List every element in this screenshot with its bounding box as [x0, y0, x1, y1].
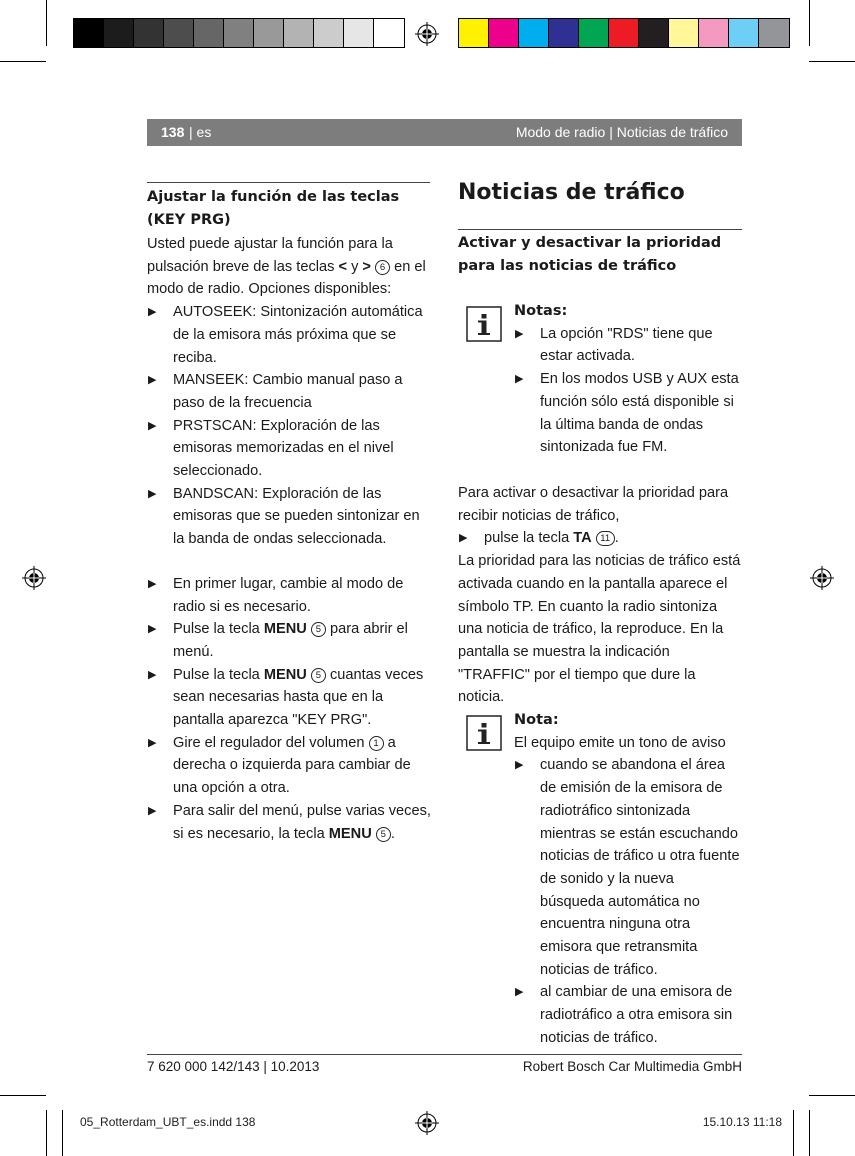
note-label: Nota:	[514, 712, 559, 728]
step-text: .	[390, 825, 395, 842]
option-text: AUTOSEEK: Sintonización automática de la emisora más próxima que se reciba.	[173, 304, 423, 366]
step-item	[147, 800, 433, 845]
intro-line: pulsación breve de las teclas	[147, 258, 335, 275]
gray-color-bar	[73, 18, 405, 48]
color-swatch	[224, 19, 254, 47]
section-title: Modo de radio | Noticias de tráfico	[515, 124, 728, 140]
page-header	[147, 119, 742, 146]
section-heading: Ajustar la función de las teclas (KEY PRG)	[147, 189, 400, 228]
steps-list	[147, 573, 433, 845]
step-text: cuantas veces sean necesarias hasta que en la pantalla aparezca "KEY PRG".	[173, 666, 424, 729]
paragraph: Para activar o desactivar la prioridad para recibir noticias de tráfico,	[458, 485, 729, 524]
file-slug: 05_Rotterdam_UBT_es.indd 138	[80, 1115, 256, 1129]
print-date: 15.10.13 11:18	[702, 1115, 782, 1129]
menu-key: MENU	[328, 825, 372, 842]
triangle-right-icon: ▶	[148, 487, 157, 500]
callout-number: 5	[311, 668, 326, 683]
triangle-right-icon: ▶	[148, 306, 157, 319]
intro-line: Usted puede ajustar la función para la	[147, 236, 393, 252]
left-key-icon: <	[338, 258, 347, 275]
step-text: Pulse la tecla	[173, 666, 260, 683]
note-content	[514, 300, 742, 459]
list-item	[147, 369, 433, 414]
registration-mark-icon	[415, 22, 439, 46]
registration-mark-icon	[415, 1111, 439, 1135]
color-swatch	[669, 19, 699, 47]
option-text: BANDSCAN: Exploración de las emisoras que se pueden sintonizar en la banda de ondas seleccionada.	[173, 485, 420, 548]
color-swatch	[609, 19, 639, 47]
intro-line: modo de radio. Opciones disponibles:	[147, 281, 392, 298]
color-swatch	[489, 19, 519, 47]
note-box	[466, 709, 742, 1050]
option-text: PRSTSCAN: Exploración de las emisoras memorizadas en el nivel seleccionado.	[173, 417, 394, 480]
step-text: Gire el regulador del volumen	[173, 734, 365, 751]
divider	[147, 182, 430, 183]
note-text: cuando se abandona el área de emisión de la emisora de radiotráfico sintonizada mientras se están escuchando noticias de tráfico u otra fuente de sonido y la nueva búsqueda automática no encuentra ninguna otra emisora que retransmita noticias de tráfico.	[540, 757, 740, 978]
crop-mark	[809, 0, 810, 46]
note-label: Notas:	[514, 303, 568, 319]
triangle-right-icon: ▶	[515, 327, 524, 340]
crop-mark	[793, 1110, 794, 1156]
chapter-title-block	[458, 180, 742, 205]
note-text: La opción "RDS" tiene que estar activada.	[540, 325, 713, 365]
color-swatch	[344, 19, 374, 47]
callout-number: 6	[375, 260, 390, 275]
triangle-right-icon: ▶	[148, 374, 157, 387]
crop-mark	[0, 61, 46, 62]
crop-mark	[46, 1110, 47, 1156]
publisher: Robert Bosch Car Multimedia GmbH	[522, 1059, 742, 1074]
registration-mark-icon	[22, 566, 46, 590]
callout-number: 5	[311, 622, 326, 637]
crop-mark	[0, 1095, 46, 1096]
options-list	[147, 301, 433, 551]
color-swatch	[254, 19, 284, 47]
step-item	[147, 732, 433, 800]
step-text: para abrir el menú.	[173, 621, 408, 660]
info-icon	[466, 715, 502, 751]
color-swatch	[74, 19, 104, 47]
option-text: MANSEEK: Cambio manual paso a paso de la frecuencia	[173, 372, 403, 411]
intro-word: y	[351, 258, 359, 275]
list-item	[514, 981, 742, 1049]
list-item	[147, 415, 433, 483]
step-text: pulse la tecla	[484, 530, 570, 547]
triangle-right-icon: ▶	[515, 986, 524, 999]
info-icon	[466, 306, 502, 342]
color-swatch	[579, 19, 609, 47]
list-item	[147, 483, 433, 551]
right-key-icon: >	[362, 258, 371, 275]
menu-key: MENU	[263, 666, 307, 683]
step-item	[458, 527, 742, 550]
color-swatch	[759, 19, 789, 47]
step-item	[147, 618, 433, 663]
triangle-right-icon: ▶	[148, 419, 157, 432]
page-footer	[147, 1054, 742, 1074]
note-intro: El equipo emite un tono de aviso	[514, 734, 726, 751]
body-text	[458, 482, 742, 709]
list-item	[514, 754, 742, 981]
triangle-right-icon: ▶	[148, 736, 157, 749]
color-swatch	[374, 19, 404, 47]
chapter-title: Noticias de tráfico	[458, 180, 685, 205]
triangle-right-icon: ▶	[459, 532, 468, 545]
list-item	[514, 323, 742, 368]
color-swatch	[699, 19, 729, 47]
menu-key: MENU	[263, 621, 307, 638]
list-item	[147, 301, 433, 369]
triangle-right-icon: ▶	[515, 759, 524, 772]
left-column	[147, 186, 433, 845]
step-text: .	[614, 530, 619, 547]
triangle-right-icon: ▶	[148, 577, 157, 590]
callout-number: 1	[369, 736, 384, 751]
note-text: En los modos USB y AUX esta función sólo está disponible si la última banda de ondas sintonizada fue FM.	[540, 371, 739, 456]
step-text: En primer lugar, cambie al modo de radio si es necesario.	[173, 575, 404, 615]
crop-mark	[809, 1110, 810, 1156]
triangle-right-icon: ▶	[148, 623, 157, 636]
color-swatch	[549, 19, 579, 47]
color-swatch	[729, 19, 759, 47]
crop-mark	[46, 0, 47, 46]
list-item	[514, 368, 742, 459]
triangle-right-icon: ▶	[148, 804, 157, 817]
crop-mark	[809, 1095, 855, 1096]
step-item	[147, 664, 433, 732]
step-item	[147, 573, 433, 618]
paragraph: La prioridad para las noticias de tráfico está activada cuando en la pantalla aparece el símbolo TP. En cuanto la radio sintoniza una noticia de tráfico, la reproduce. En la pantalla se muestra la indicación "TRAFFIC" por el tiempo que dure la noticia.	[458, 553, 741, 706]
note-box	[466, 300, 742, 459]
color-swatch	[459, 19, 489, 47]
step-text: Pulse la tecla	[173, 621, 260, 638]
ta-key: TA	[573, 530, 592, 547]
divider	[458, 229, 742, 230]
note-content	[514, 709, 742, 1050]
step-text: a derecha o izquierda para cambiar de una opción a otra.	[173, 734, 411, 797]
color-swatch	[104, 19, 134, 47]
process-color-bar	[458, 18, 790, 48]
triangle-right-icon: ▶	[515, 373, 524, 386]
color-swatch	[519, 19, 549, 47]
step-text: Para salir del menú, pulse varias veces, si es necesario, la tecla	[173, 802, 431, 842]
crop-mark	[62, 1110, 63, 1156]
callout-number: 11	[596, 531, 615, 546]
page-number: 138	[161, 124, 185, 140]
triangle-right-icon: ▶	[148, 668, 157, 681]
color-swatch	[314, 19, 344, 47]
subsection-heading: Activar y desactivar la prioridad para las noticias de tráfico	[458, 235, 722, 274]
intro-text	[147, 233, 433, 301]
color-swatch	[194, 19, 224, 47]
color-swatch	[134, 19, 164, 47]
crop-mark	[809, 61, 855, 62]
subsection	[458, 232, 742, 277]
color-swatch	[639, 19, 669, 47]
note-text: al cambiar de una emisora de radiotráfico a otra emisora sin noticias de tráfico.	[540, 984, 733, 1046]
color-swatch	[164, 19, 194, 47]
color-swatch	[284, 19, 314, 47]
registration-mark-icon	[810, 566, 834, 590]
document-number: 7 620 000 142/143 | 10.2013	[147, 1059, 320, 1074]
language-code: | es	[189, 124, 212, 140]
intro-line: en el	[394, 258, 426, 275]
callout-number: 5	[376, 827, 391, 842]
